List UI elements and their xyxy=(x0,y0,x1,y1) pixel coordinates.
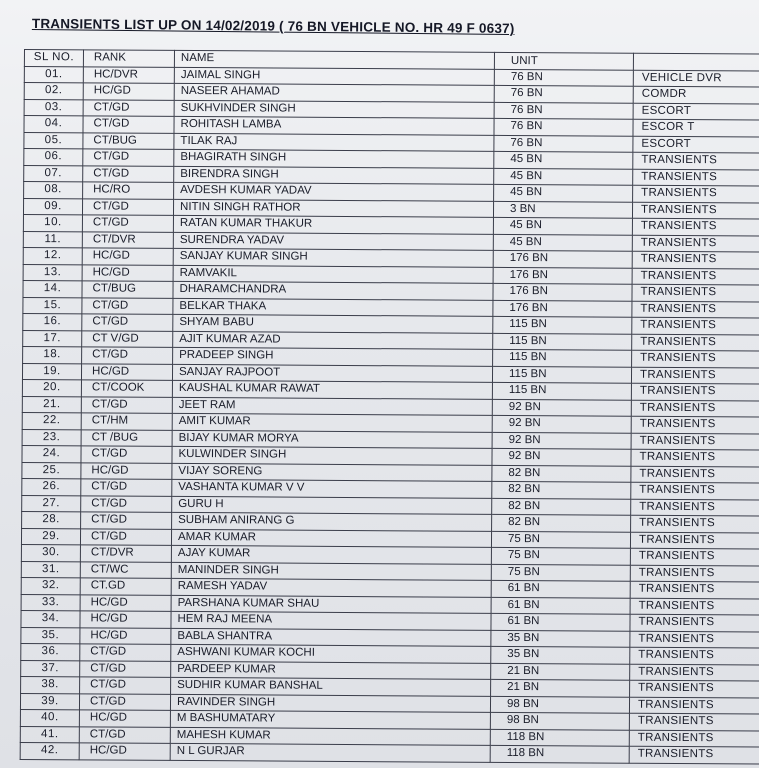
cell-rank: CT/GD xyxy=(80,677,171,694)
cell-name: TILAK RAJ xyxy=(174,133,494,151)
table-body xyxy=(20,66,759,764)
cell-name: RAMESH YADAV xyxy=(171,578,491,596)
cell-name: SUDHIR KUMAR BANSHAL xyxy=(171,677,491,695)
cell-unit: 35 BN xyxy=(491,646,630,663)
cell-remarks: TRANSIENTS xyxy=(632,301,759,318)
cell-remarks: TRANSIENTS xyxy=(629,746,759,763)
cell-remarks: TRANSIENTS xyxy=(630,614,759,631)
cell-name: PARSHANA KUMAR SHAU xyxy=(171,595,491,613)
cell-sl-no: 04. xyxy=(24,116,83,133)
cell-remarks: TRANSIENTS xyxy=(632,251,759,268)
cell-sl-no: 23. xyxy=(22,429,81,446)
table-row xyxy=(20,742,759,763)
cell-unit: 76 BN xyxy=(494,69,633,86)
cell-unit: 115 BN xyxy=(493,349,632,366)
cell-rank: CT/WC xyxy=(80,561,171,578)
header-remarks xyxy=(633,53,759,70)
cell-remarks: COMDR xyxy=(633,86,759,103)
cell-sl-no: 36. xyxy=(21,643,80,660)
cell-rank: CT /BUG xyxy=(81,429,172,446)
cell-name: SUBHAM ANIRANG G xyxy=(172,512,492,530)
cell-sl-no: 39. xyxy=(20,693,79,710)
cell-rank: CT/GD xyxy=(82,215,173,232)
cell-sl-no: 02. xyxy=(24,83,83,100)
cell-unit: 3 BN xyxy=(493,201,632,218)
cell-name: SHYAM BABU xyxy=(173,314,493,332)
cell-name: NITIN SINGH RATHOR xyxy=(173,199,493,217)
cell-remarks: TRANSIENTS xyxy=(631,482,759,499)
cell-sl-no: 32. xyxy=(21,577,80,594)
cell-remarks: TRANSIENTS xyxy=(631,515,759,532)
cell-unit: 92 BN xyxy=(492,448,631,465)
header-name: NAME xyxy=(174,50,494,68)
cell-remarks: ESCORT xyxy=(633,136,759,153)
cell-name: BELKAR THAKA xyxy=(173,298,493,316)
cell-sl-no: 01. xyxy=(24,66,83,83)
cell-rank: HC/GD xyxy=(80,594,171,611)
cell-unit: 115 BN xyxy=(492,366,631,383)
transients-table xyxy=(20,49,759,764)
cell-rank: CT/GD xyxy=(83,99,174,116)
cell-sl-no: 12. xyxy=(23,247,82,264)
cell-unit: 61 BN xyxy=(491,613,630,630)
cell-rank: CT/GD xyxy=(81,512,172,529)
cell-rank: CT/GD xyxy=(83,116,174,133)
cell-rank: CT/GD xyxy=(79,693,170,710)
cell-sl-no: 03. xyxy=(24,99,83,116)
cell-sl-no: 30. xyxy=(21,544,80,561)
cell-remarks: TRANSIENTS xyxy=(630,664,759,681)
cell-name: JEET RAM xyxy=(172,397,492,415)
cell-unit: 45 BN xyxy=(493,234,632,251)
cell-sl-no: 24. xyxy=(22,445,81,462)
cell-remarks: TRANSIENTS xyxy=(631,433,759,450)
cell-rank: CT/GD xyxy=(81,495,172,512)
cell-name: BIJAY KUMAR MORYA xyxy=(172,430,492,448)
cell-remarks: TRANSIENTS xyxy=(632,317,759,334)
cell-rank: CT/GD xyxy=(82,314,173,331)
cell-sl-no: 05. xyxy=(24,132,83,149)
cell-rank: HC/DVR xyxy=(83,66,174,83)
cell-unit: 75 BN xyxy=(491,564,630,581)
cell-unit: 115 BN xyxy=(493,333,632,350)
cell-sl-no: 10. xyxy=(23,214,82,231)
transients-table-wrapper xyxy=(20,49,748,764)
cell-remarks: TRANSIENTS xyxy=(633,152,759,169)
cell-remarks: TRANSIENTS xyxy=(630,532,759,549)
cell-remarks: TRANSIENTS xyxy=(632,334,759,351)
cell-unit: 118 BN xyxy=(490,729,629,746)
cell-sl-no: 42. xyxy=(20,742,79,759)
cell-remarks: TRANSIENTS xyxy=(629,697,759,714)
header-sl-no: SL NO. xyxy=(24,50,83,67)
cell-rank: CT/DVR xyxy=(82,231,173,248)
cell-unit: 98 BN xyxy=(490,712,629,729)
cell-unit: 82 BN xyxy=(492,481,631,498)
cell-sl-no: 21. xyxy=(22,396,81,413)
cell-remarks: ESCORT xyxy=(633,103,759,120)
cell-unit: 45 BN xyxy=(494,151,633,168)
cell-remarks: TRANSIENTS xyxy=(630,565,759,582)
cell-rank: CT/GD xyxy=(82,297,173,314)
cell-name: RAMVAKIL xyxy=(173,265,493,283)
cell-name: VASHANTA KUMAR V V xyxy=(172,479,492,497)
cell-rank: HC/GD xyxy=(79,710,170,727)
cell-sl-no: 25. xyxy=(22,462,81,479)
cell-rank: CT/GD xyxy=(79,726,170,743)
header-rank: RANK xyxy=(83,50,174,67)
cell-sl-no: 08. xyxy=(24,182,83,199)
cell-unit: 82 BN xyxy=(492,498,631,515)
cell-rank: HC/GD xyxy=(80,611,171,628)
cell-remarks: TRANSIENTS xyxy=(631,367,759,384)
cell-rank: HC/GD xyxy=(81,462,172,479)
cell-unit: 98 BN xyxy=(490,696,629,713)
cell-unit: 45 BN xyxy=(494,168,633,185)
cell-sl-no: 11. xyxy=(23,231,82,248)
cell-name: N L GURJAR xyxy=(170,743,490,761)
cell-remarks: TRANSIENTS xyxy=(631,383,759,400)
cell-rank: CT/DVR xyxy=(80,545,171,562)
cell-name: SUKHVINDER SINGH xyxy=(174,100,494,118)
cell-name: AVDESH KUMAR YADAV xyxy=(174,182,494,200)
cell-sl-no: 27. xyxy=(22,495,81,512)
cell-unit: 35 BN xyxy=(491,630,630,647)
cell-name: AMIT KUMAR xyxy=(172,413,492,431)
cell-unit: 76 BN xyxy=(494,118,633,135)
cell-remarks: TRANSIENTS xyxy=(631,416,759,433)
cell-rank: HC/GD xyxy=(79,743,170,760)
cell-sl-no: 33. xyxy=(21,594,80,611)
cell-unit: 82 BN xyxy=(492,514,631,531)
cell-rank: CT/GD xyxy=(80,644,171,661)
cell-name: RATAN KUMAR THAKUR xyxy=(173,215,493,233)
cell-remarks: TRANSIENTS xyxy=(630,548,759,565)
cell-sl-no: 35. xyxy=(21,627,80,644)
cell-rank: CT/GD xyxy=(81,446,172,463)
document-title: TRANSIENTS LIST UP ON 14/02/2019 ( 76 BN VEHICLE NO. HR 49 F 0637) xyxy=(31,16,515,37)
cell-name: KAUSHAL KUMAR RAWAT xyxy=(172,380,492,398)
cell-rank: CT/GD xyxy=(80,528,171,545)
cell-sl-no: 18. xyxy=(23,346,82,363)
cell-remarks: TRANSIENTS xyxy=(630,598,759,615)
cell-unit: 92 BN xyxy=(492,415,631,432)
cell-unit: 82 BN xyxy=(492,465,631,482)
cell-remarks: TRANSIENTS xyxy=(633,185,759,202)
cell-unit: 92 BN xyxy=(492,399,631,416)
cell-name: M BASHUMATARY xyxy=(170,710,490,728)
cell-remarks: TRANSIENTS xyxy=(631,449,759,466)
cell-rank: CT/GD xyxy=(81,396,172,413)
cell-unit: 176 BN xyxy=(493,283,632,300)
cell-unit: 76 BN xyxy=(494,135,633,152)
cell-sl-no: 31. xyxy=(21,561,80,578)
cell-sl-no: 22. xyxy=(22,412,81,429)
cell-sl-no: 09. xyxy=(23,198,82,215)
cell-rank: CT/GD xyxy=(81,479,172,496)
cell-remarks: ESCOR T xyxy=(633,119,759,136)
cell-name: JAIMAL SINGH xyxy=(174,67,494,85)
cell-unit: 176 BN xyxy=(493,250,632,267)
cell-unit: 115 BN xyxy=(492,382,631,399)
cell-sl-no: 15. xyxy=(23,297,82,314)
cell-name: SANJAY RAJPOOT xyxy=(172,364,492,382)
cell-sl-no: 06. xyxy=(24,149,83,166)
cell-remarks: TRANSIENTS xyxy=(629,713,759,730)
cell-rank: HC/GD xyxy=(82,248,173,265)
cell-remarks: TRANSIENTS xyxy=(630,631,759,648)
cell-unit: 61 BN xyxy=(491,580,630,597)
cell-rank: HC/GD xyxy=(81,363,172,380)
cell-rank: HC/GD xyxy=(82,264,173,281)
cell-remarks: TRANSIENTS xyxy=(630,647,759,664)
cell-rank: HC/RO xyxy=(83,182,174,199)
cell-remarks: TRANSIENTS xyxy=(631,400,759,417)
cell-name: SANJAY KUMAR SINGH xyxy=(173,248,493,266)
cell-name: PRADEEP SINGH xyxy=(173,347,493,365)
cell-remarks: TRANSIENTS xyxy=(630,581,759,598)
cell-remarks: TRANSIENTS xyxy=(632,235,759,252)
cell-remarks: TRANSIENTS xyxy=(630,680,759,697)
cell-rank: CT/HM xyxy=(81,413,172,430)
cell-sl-no: 16. xyxy=(23,313,82,330)
cell-rank: CT/GD xyxy=(83,149,174,166)
cell-rank: CT/GD xyxy=(82,347,173,364)
cell-rank: HC/GD xyxy=(83,83,174,100)
cell-sl-no: 13. xyxy=(23,264,82,281)
cell-name: VIJAY SORENG xyxy=(172,463,492,481)
cell-sl-no: 26. xyxy=(22,478,81,495)
cell-unit: 45 BN xyxy=(494,184,633,201)
cell-name: AJIT KUMAR AZAD xyxy=(173,331,493,349)
cell-name: AMAR KUMAR xyxy=(171,529,491,547)
cell-rank: CT V/GD xyxy=(82,330,173,347)
cell-unit: 176 BN xyxy=(493,300,632,317)
cell-name: BABLA SHANTRA xyxy=(171,628,491,646)
cell-remarks: TRANSIENTS xyxy=(629,730,759,747)
cell-remarks: TRANSIENTS xyxy=(631,499,759,516)
header-unit: UNIT xyxy=(494,52,633,69)
cell-rank: CT/GD xyxy=(80,660,171,677)
cell-sl-no: 34. xyxy=(21,610,80,627)
cell-unit: 176 BN xyxy=(493,267,632,284)
cell-remarks: TRANSIENTS xyxy=(632,284,759,301)
cell-sl-no: 17. xyxy=(23,330,82,347)
cell-name: HEM RAJ MEENA xyxy=(171,611,491,629)
cell-remarks: TRANSIENTS xyxy=(632,268,759,285)
cell-name: BIRENDRA SINGH xyxy=(174,166,494,184)
cell-name: NASEER AHAMAD xyxy=(174,83,494,101)
cell-unit: 76 BN xyxy=(494,102,633,119)
cell-unit: 75 BN xyxy=(491,531,630,548)
cell-rank: CT/COOK xyxy=(81,380,172,397)
cell-unit: 115 BN xyxy=(493,316,632,333)
cell-unit: 45 BN xyxy=(493,217,632,234)
cell-remarks: TRANSIENTS xyxy=(632,202,759,219)
cell-sl-no: 41. xyxy=(20,726,79,743)
cell-rank: CT/GD xyxy=(83,165,174,182)
cell-name: MANINDER SINGH xyxy=(171,562,491,580)
cell-unit: 21 BN xyxy=(491,663,630,680)
cell-unit: 75 BN xyxy=(491,547,630,564)
cell-unit: 21 BN xyxy=(491,679,630,696)
cell-sl-no: 29. xyxy=(21,528,80,545)
cell-name: DHARAMCHANDRA xyxy=(173,281,493,299)
cell-sl-no: 07. xyxy=(24,165,83,182)
cell-name: GURU H xyxy=(172,496,492,514)
cell-remarks: TRANSIENTS xyxy=(632,350,759,367)
cell-name: ROHITASH LAMBA xyxy=(174,116,494,134)
cell-unit: 92 BN xyxy=(492,432,631,449)
cell-remarks: TRANSIENTS xyxy=(632,218,759,235)
cell-name: MAHESH KUMAR xyxy=(170,727,490,745)
cell-sl-no: 38. xyxy=(21,676,80,693)
cell-remarks: TRANSIENTS xyxy=(633,169,759,186)
cell-sl-no: 14. xyxy=(23,280,82,297)
cell-name: AJAY KUMAR xyxy=(171,545,491,563)
cell-name: PARDEEP KUMAR xyxy=(171,661,491,679)
cell-sl-no: 40. xyxy=(20,709,79,726)
cell-rank: HC/GD xyxy=(80,627,171,644)
cell-name: KULWINDER SINGH xyxy=(172,446,492,464)
cell-name: ASHWANI KUMAR KOCHI xyxy=(171,644,491,662)
cell-name: RAVINDER SINGH xyxy=(170,694,490,712)
cell-rank: CT.GD xyxy=(80,578,171,595)
cell-rank: CT/BUG xyxy=(82,281,173,298)
cell-remarks: VEHICLE DVR xyxy=(633,70,759,87)
cell-sl-no: 19. xyxy=(22,363,81,380)
cell-unit: 76 BN xyxy=(494,85,633,102)
cell-remarks: TRANSIENTS xyxy=(631,466,759,483)
cell-sl-no: 28. xyxy=(22,511,81,528)
cell-sl-no: 37. xyxy=(21,660,80,677)
cell-name: SURENDRA YADAV xyxy=(173,232,493,250)
cell-unit: 61 BN xyxy=(491,597,630,614)
cell-rank: CT/BUG xyxy=(83,132,174,149)
cell-rank: CT/GD xyxy=(82,198,173,215)
cell-unit: 118 BN xyxy=(490,745,629,762)
cell-name: BHAGIRATH SINGH xyxy=(174,149,494,167)
cell-sl-no: 20. xyxy=(22,379,81,396)
